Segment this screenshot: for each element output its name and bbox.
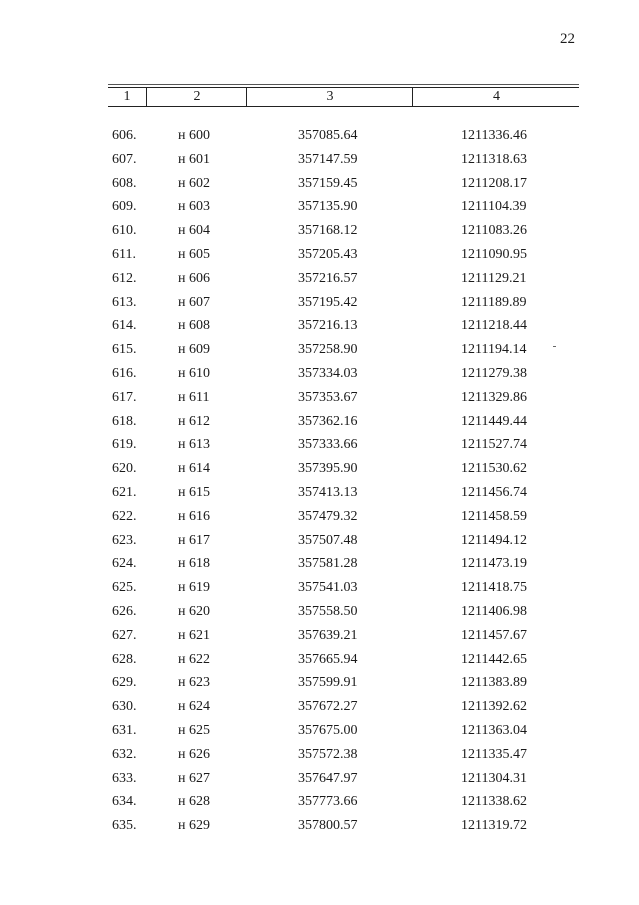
x-coordinate: 357647.97 [298,770,358,786]
table-row [0,318,639,342]
row-number: 618. [112,413,137,429]
point-label: н 606 [178,270,210,286]
point-label: н 619 [178,580,210,596]
x-coordinate: 357800.57 [298,818,358,834]
row-number: 610. [112,223,137,239]
y-coordinate: 1211458.59 [461,508,527,524]
y-coordinate: 1211319.72 [461,818,527,834]
point-label: н 618 [178,556,210,572]
y-coordinate: 1211392.62 [461,699,527,715]
row-number: 617. [112,389,137,405]
header-rule [108,84,579,85]
row-number: 628. [112,651,137,667]
y-coordinate: 1211208.17 [461,175,527,191]
table-row [0,509,639,533]
y-coordinate: 1211473.19 [461,556,527,572]
row-number: 612. [112,270,137,286]
row-number: 616. [112,365,137,381]
x-coordinate: 357665.94 [298,651,358,667]
coordinate-table-body [0,128,639,842]
y-coordinate: 1211442.65 [461,651,527,667]
x-coordinate: 357572.38 [298,746,358,762]
x-coordinate: 357159.45 [298,175,358,191]
x-coordinate: 357085.64 [298,128,358,143]
row-number: 607. [112,151,137,167]
point-label: н 613 [178,437,210,453]
table-row [0,675,639,699]
row-number: 623. [112,532,137,548]
table-row [0,390,639,414]
x-coordinate: 357599.91 [298,675,358,691]
point-label: н 628 [178,794,210,810]
table-row [0,176,639,200]
table-row [0,437,639,461]
table-row [0,771,639,795]
point-label: н 604 [178,223,210,239]
y-coordinate: 1211104.39 [461,199,527,215]
y-coordinate: 1211456.74 [461,484,527,500]
scan-speck [553,346,556,347]
y-coordinate: 1211530.62 [461,461,527,477]
row-number: 614. [112,318,137,334]
y-coordinate: 1211383.89 [461,675,527,691]
x-coordinate: 357205.43 [298,246,358,262]
y-coordinate: 1211189.89 [461,294,527,310]
x-coordinate: 357413.13 [298,484,358,500]
row-number: 609. [112,199,137,215]
point-label: н 608 [178,318,210,334]
row-number: 635. [112,818,137,834]
row-number: 620. [112,461,137,477]
point-label: н 603 [178,199,210,215]
row-number: 619. [112,437,137,453]
table-row [0,794,639,818]
x-coordinate: 357675.00 [298,722,358,738]
x-coordinate: 357195.42 [298,294,358,310]
row-number: 629. [112,675,137,691]
y-coordinate: 1211304.31 [461,770,527,786]
point-label: н 600 [178,128,210,143]
x-coordinate: 357258.90 [298,342,358,358]
point-label: н 607 [178,294,210,310]
column-header-2: 2 [146,88,247,106]
x-coordinate: 357362.16 [298,413,358,429]
row-number: 622. [112,508,137,524]
y-coordinate: 1211406.98 [461,603,527,619]
x-coordinate: 357216.13 [298,318,358,334]
x-coordinate: 357672.27 [298,699,358,715]
y-coordinate: 1211449.44 [461,413,527,429]
y-coordinate: 1211363.04 [461,722,527,738]
point-label: н 614 [178,461,210,477]
table-row [0,580,639,604]
table-row [0,342,639,366]
y-coordinate: 1211218.44 [461,318,527,334]
y-coordinate: 1211279.38 [461,365,527,381]
point-label: н 611 [178,389,210,405]
table-row [0,461,639,485]
column-header-4: 4 [412,88,580,106]
row-number: 611. [112,246,136,262]
table-row [0,295,639,319]
point-label: н 609 [178,342,210,358]
y-coordinate: 1211457.67 [461,627,527,643]
y-coordinate: 1211335.47 [461,746,527,762]
column-header-1: 1 [123,89,131,104]
point-label: н 620 [178,603,210,619]
y-coordinate: 1211194.14 [461,342,527,358]
y-coordinate: 1211336.46 [461,128,527,143]
x-coordinate: 357216.57 [298,270,358,286]
table-row [0,128,639,152]
row-number: 630. [112,699,137,715]
x-coordinate: 357507.48 [298,532,358,548]
point-label: н 627 [178,770,210,786]
y-coordinate: 1211318.63 [461,151,527,167]
table-row [0,652,639,676]
point-label: н 625 [178,722,210,738]
y-coordinate: 1211527.74 [461,437,527,453]
row-number: 627. [112,627,137,643]
table-row [0,199,639,223]
column-header-3: 3 [246,88,413,106]
x-coordinate: 357639.21 [298,627,358,643]
point-label: н 616 [178,508,210,524]
row-number: 634. [112,794,137,810]
x-coordinate: 357395.90 [298,461,358,477]
point-label: н 612 [178,413,210,429]
row-number: 606. [112,128,137,143]
point-label: н 622 [178,651,210,667]
table-row [0,271,639,295]
point-label: н 605 [178,246,210,262]
point-label: н 615 [178,484,210,500]
x-coordinate: 357353.67 [298,389,358,405]
table-row [0,223,639,247]
x-coordinate: 357541.03 [298,580,358,596]
x-coordinate: 357333.66 [298,437,358,453]
table-row [0,723,639,747]
table-row [0,152,639,176]
y-coordinate: 1211090.95 [461,246,527,262]
row-number: 625. [112,580,137,596]
table-row [0,699,639,723]
row-number: 615. [112,342,137,358]
y-coordinate: 1211129.21 [461,270,527,286]
x-coordinate: 357558.50 [298,603,358,619]
row-number: 631. [112,722,137,738]
table-row [0,628,639,652]
x-coordinate: 357479.32 [298,508,358,524]
y-coordinate: 1211418.75 [461,580,527,596]
table-row [0,414,639,438]
point-label: н 617 [178,532,210,548]
x-coordinate: 357135.90 [298,199,358,215]
x-coordinate: 357581.28 [298,556,358,572]
x-coordinate: 357147.59 [298,151,358,167]
row-number: 624. [112,556,137,572]
row-number: 632. [112,746,137,762]
row-number: 633. [112,770,137,786]
table-row [0,556,639,580]
point-label: н 624 [178,699,210,715]
y-coordinate: 1211083.26 [461,223,527,239]
y-coordinate: 1211494.12 [461,532,527,548]
point-label: н 629 [178,818,210,834]
row-number: 621. [112,484,137,500]
table-header [108,87,579,107]
table-row [0,818,639,842]
table-row [0,485,639,509]
point-label: н 626 [178,746,210,762]
y-coordinate: 1211329.86 [461,389,527,405]
point-label: н 621 [178,627,210,643]
x-coordinate: 357168.12 [298,223,358,239]
table-row [0,604,639,628]
point-label: н 610 [178,365,210,381]
page-number: 22 [560,31,575,47]
x-coordinate: 357334.03 [298,365,358,381]
table-row [0,366,639,390]
point-label: н 601 [178,151,210,167]
y-coordinate: 1211338.62 [461,794,527,810]
point-label: н 602 [178,175,210,191]
table-row [0,533,639,557]
row-number: 613. [112,294,137,310]
table-row [0,247,639,271]
point-label: н 623 [178,675,210,691]
x-coordinate: 357773.66 [298,794,358,810]
table-row [0,747,639,771]
row-number: 608. [112,175,137,191]
row-number: 626. [112,603,137,619]
